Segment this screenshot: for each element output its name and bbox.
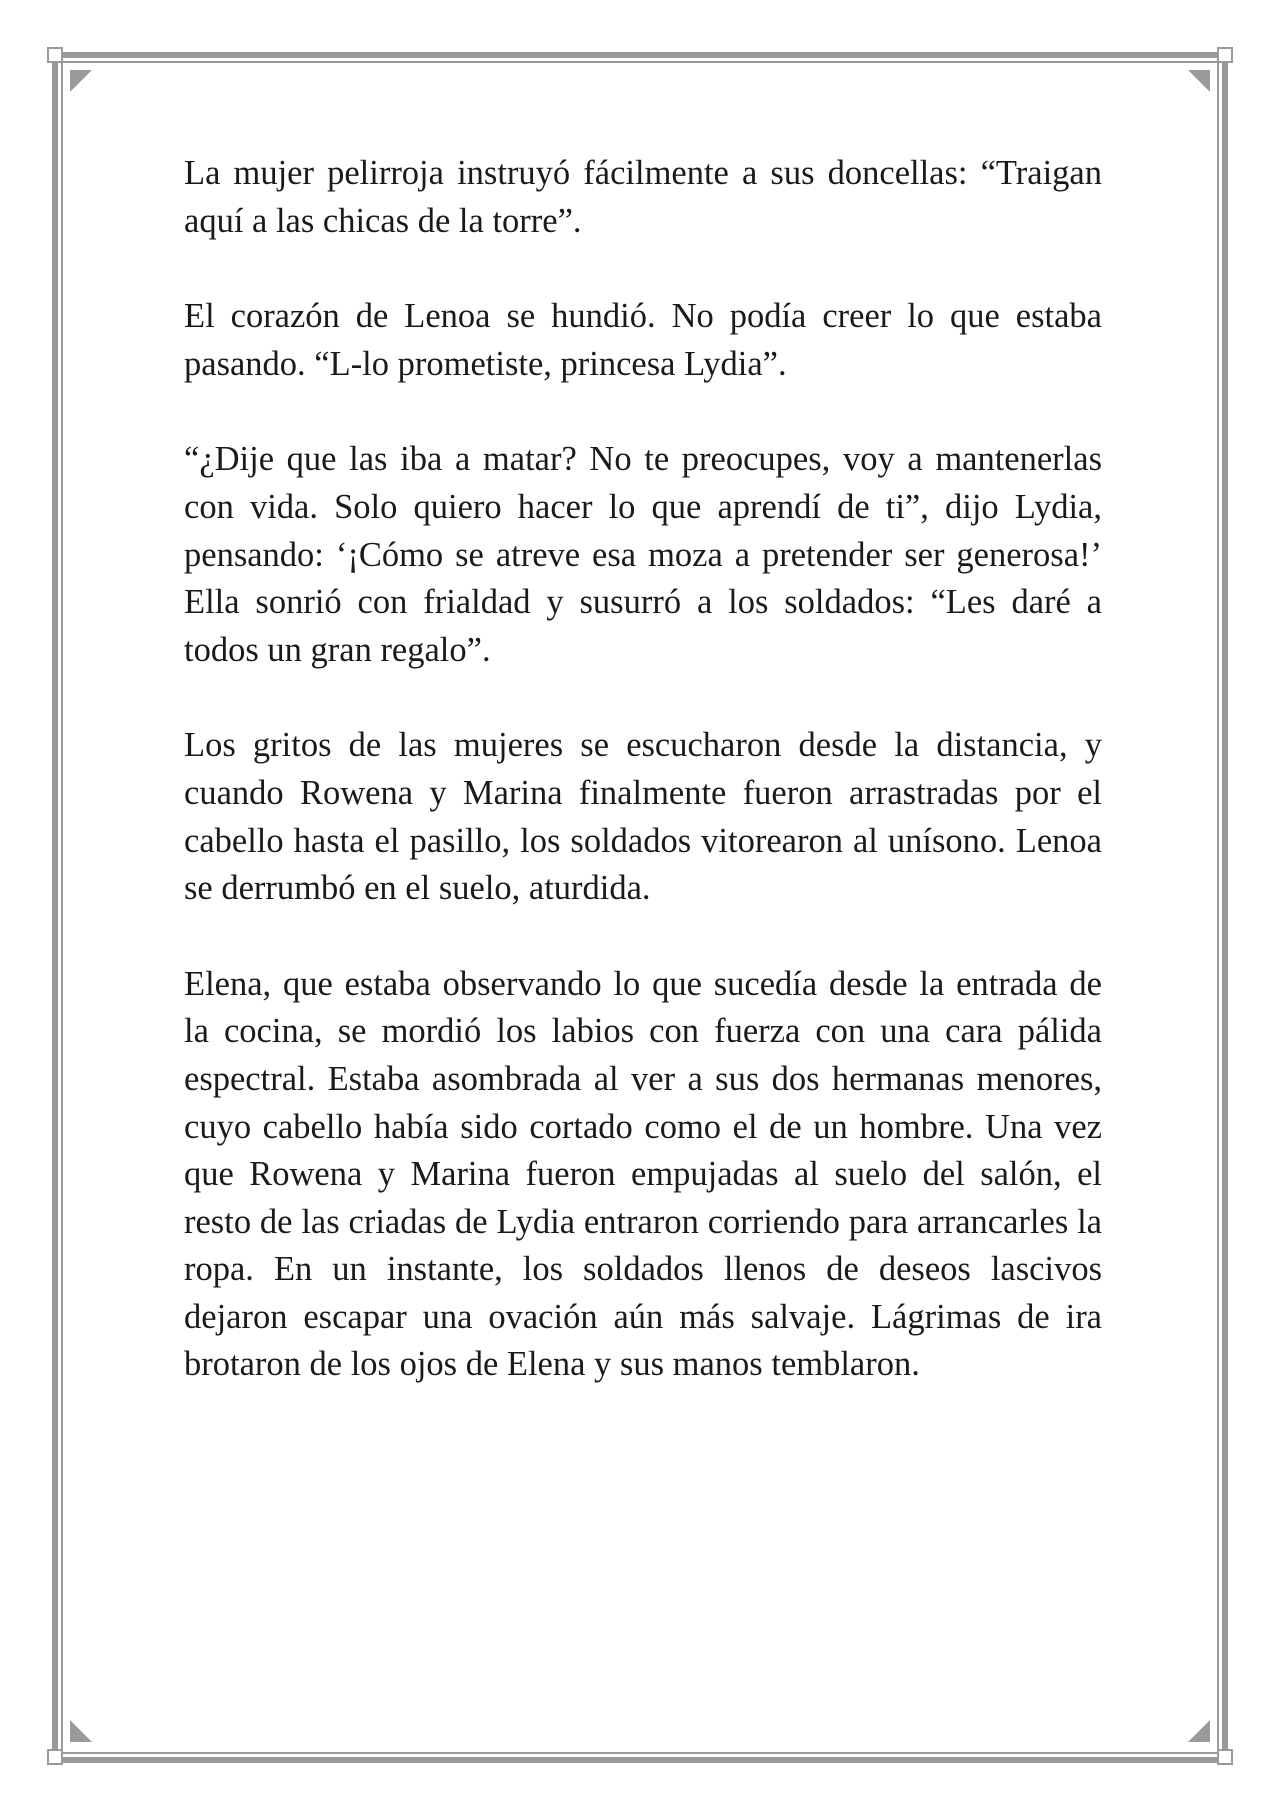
paragraph-5: Elena, que estaba observando lo que sucedía desde la entrada de la cocina, se mordió los labios con fuerza con una cara pálida espectral. Estaba asombrada al ver a sus dos hermanas menores, cuyo cabello había sido cortado como el de un hombre. Una vez que Rowena y Marina fueron empujadas al suelo del salón, el resto de las criadas de Lydia entraron corriendo para arrancarles la ropa. En un instante, los soldados llenos de deseos lascivos dejaron escapar una ovación aún más salvaje. Lágrimas de ira brotaron de los ojos de Elena y sus manos temblaron. xyxy=(184,964,1102,1384)
paragraph-4: Los gritos de las mujeres se escucharon desde la distancia, y cuando Rowena y Marina finalmente fueron arrastradas por el cabello hasta el pasillo, los soldados vitorearon al unísono. Lenoa se derrumbó en el suelo, aturdida. xyxy=(184,726,1102,908)
corner-triangle-bottom-left xyxy=(70,1720,92,1742)
corner-triangle-top-right xyxy=(1188,70,1210,92)
paragraph-3: “¿Dije que las iba a matar? No te preocupes, voy a mantenerlas con vida. Solo quiero hacer lo que aprendí de ti”, dijo Lydia, pensando: ‘¡Cómo se atreve esa moza a pretender ser generosa!’ Ella sonrió con frialdad y susurró a los soldados: “Les daré a todos un gran regalo”. xyxy=(184,440,1102,669)
paragraph-2: El corazón de Lenoa se hundió. No podía creer lo que estaba pasando. “L-lo prometiste, princesa Lydia”. xyxy=(184,297,1102,383)
corner-ornament-bottom-right xyxy=(1218,1750,1232,1764)
corner-triangle-bottom-right xyxy=(1188,1720,1210,1742)
corner-ornament-top-right xyxy=(1218,48,1232,62)
corner-triangle-top-left xyxy=(70,70,92,92)
corner-ornament-bottom-left xyxy=(48,1750,62,1764)
corner-ornament-top-left xyxy=(48,48,62,62)
page-body-text xyxy=(184,150,1102,1437)
paragraph-1: La mujer pelirroja instruyó fácilmente a sus doncellas: “Traigan aquí a las chicas de la torre”. xyxy=(184,154,1102,240)
